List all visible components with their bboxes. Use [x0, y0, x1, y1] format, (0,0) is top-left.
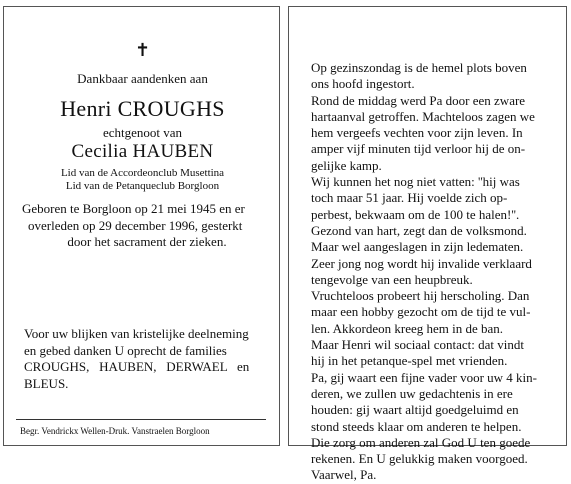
printer-credit: Begr. Vendrickx Wellen-Druk. Vanstraelen Borgloon [20, 426, 210, 436]
paragraph-line: BLEUS. [24, 375, 69, 391]
text-line: toch maar 51 jaar. Hij voelde zich op- [311, 190, 508, 206]
text-line: Maar wel aangeslagen in zijn ledematen. [311, 239, 524, 255]
text-line: deren, we zullen uw gedachtenis in ere [311, 385, 513, 401]
text-line: hartaanval getroffen. Machteloos zagen we [311, 108, 535, 124]
text-line: hem vergeefs vechten voor zijn leven. In [311, 125, 523, 141]
text-line: stond steeds klaar om anderen te helpen. [311, 418, 522, 434]
spouse-label: echtgenoot van [102, 125, 183, 140]
paragraph-line: door het sacrament der zieken. [67, 234, 227, 249]
text-line: maar een hobby gezocht om de tijd te vul- [311, 304, 531, 320]
tribute-text [311, 60, 561, 484]
text-line: Vaarwel, Pa. [311, 467, 377, 483]
text-line: len. Akkordeon kreeg hem in de ban. [311, 320, 504, 336]
text-line: gelijke kamp. [311, 157, 382, 173]
text-line: tengevolge van een heupbreuk. [311, 271, 473, 287]
intro-text: Dankbaar aandenken aan [77, 71, 208, 86]
left-page [3, 6, 280, 446]
text-line: Maar Henri wil sociaal contact: dat vindt [311, 337, 524, 353]
text-line: rekenen. En U gelukkig maken voorgoed. [311, 451, 528, 467]
club-membership: Lid van de Petanqueclub Borgloon [65, 180, 220, 192]
text-line: Zeer jong nog wordt hij invalide verklaard [311, 255, 532, 271]
text-line: Pa, gij waart een fijne vader voor uw 4 kin- [311, 369, 537, 385]
text-line: ons hoofd ingestort. [311, 76, 415, 92]
right-page [288, 6, 567, 483]
birth-death-paragraph [22, 201, 272, 251]
divider [16, 419, 266, 420]
thanks-paragraph [24, 326, 274, 392]
deceased-name: Henri CROUGHS [60, 96, 225, 121]
club-membership: Lid van de Accordeonclub Musettina [60, 167, 225, 179]
text-line: Op gezinszondag is de hemel plots boven [311, 60, 527, 75]
paragraph-line: Geboren te Borgloon op 21 mei 1945 en er [22, 201, 245, 216]
paragraph-line: Voor uw blijken van kristelijke deelneming [24, 326, 249, 341]
cross-icon: ✝ [134, 40, 151, 60]
paragraph-line: overleden op 29 december 1996, gesterkt [28, 217, 243, 233]
text-line: Vruchteloos probeert hij herscholing. Dan [311, 288, 530, 304]
paragraph-line: en gebed danken U oprecht de families [24, 342, 227, 358]
spouse-name: Cecilia HAUBEN [71, 141, 214, 162]
text-line: Wij kunnen het nog niet vatten: ''hij was [311, 174, 520, 190]
text-line: Die zorg om anderen zal God U ten goede [311, 434, 531, 450]
text-line: houden: gij waart altijd goedgeluimd en [311, 402, 519, 418]
text-line: perbest, bekwaam om de 100 te halen!''. [311, 206, 520, 222]
text-line: amper vijf minuten tijd verloor hij de on- [311, 141, 526, 157]
text-line: hij in het petanque-spel met vrienden. [311, 353, 508, 369]
paragraph-line: CROUGHS, HAUBEN, DERWAEL en [24, 359, 250, 374]
text-line: Gezond van hart, zegt dan de volksmond. [311, 222, 527, 238]
text-line: Rond de middag werd Pa door een zware [311, 92, 526, 108]
